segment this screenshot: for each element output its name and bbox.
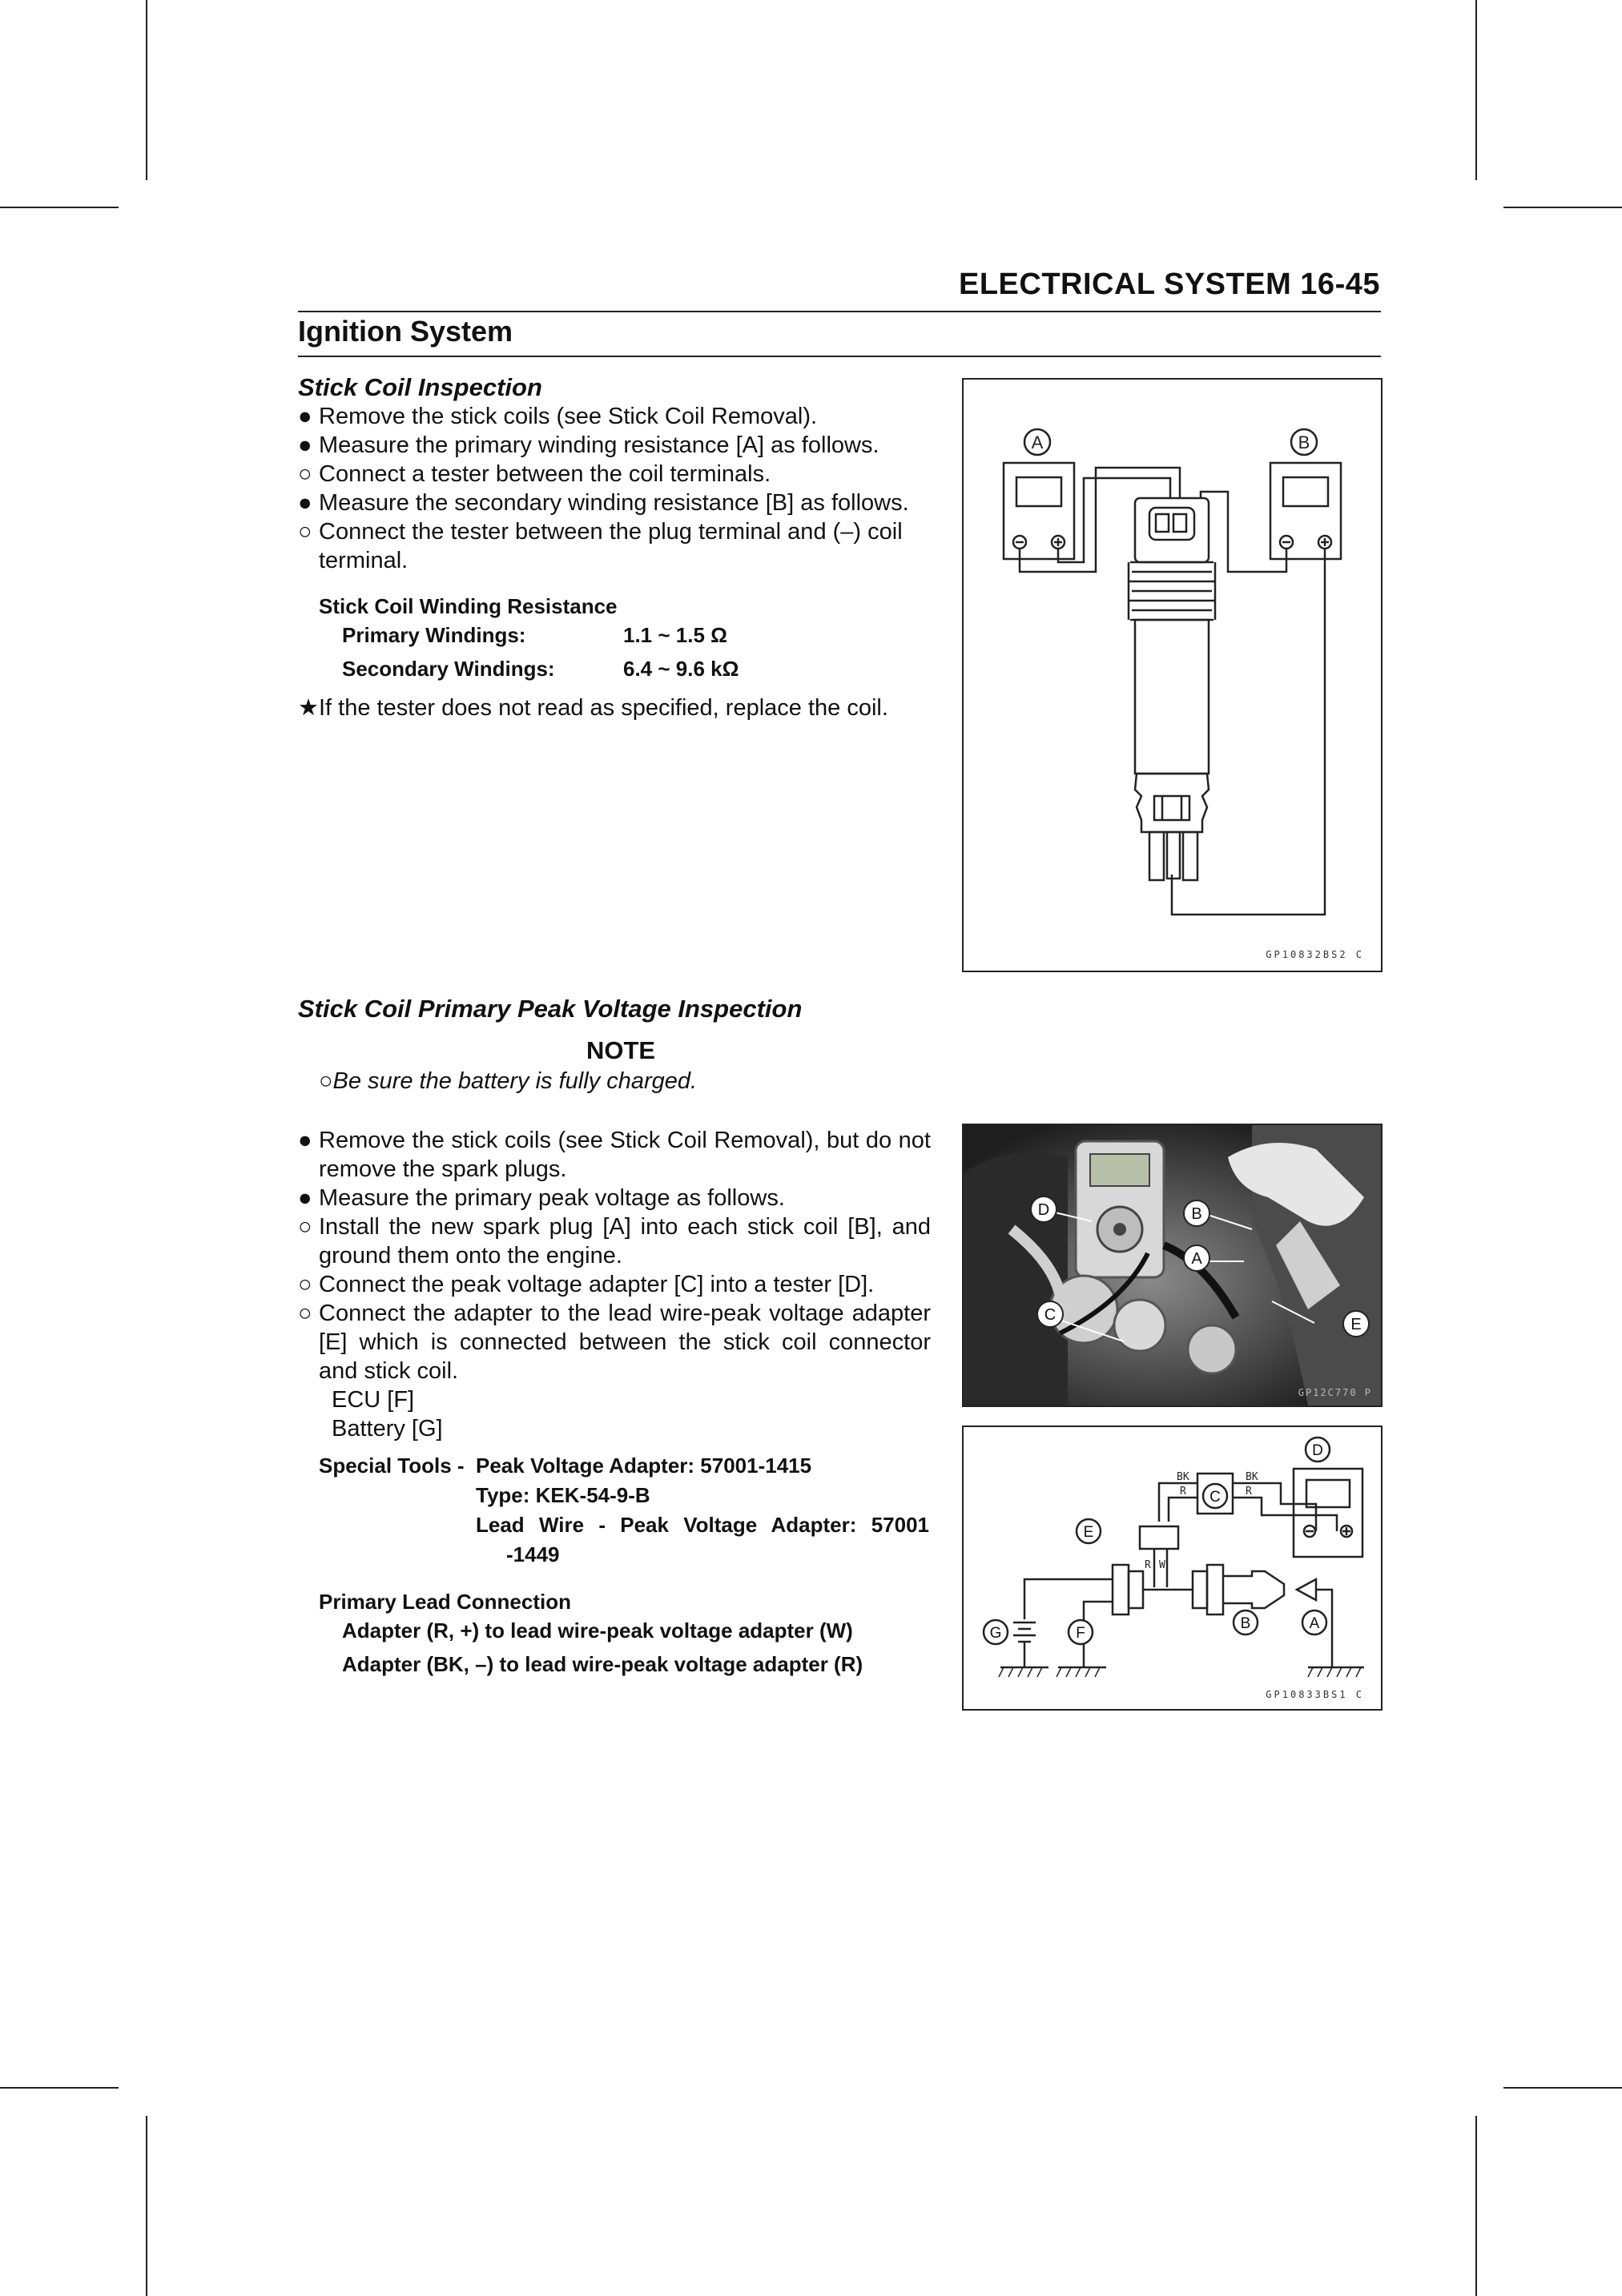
photo-label-a: A xyxy=(1191,1250,1202,1268)
wiring-diagram xyxy=(962,1425,1383,1711)
note-title: NOTE xyxy=(586,1036,656,1064)
inspection-item xyxy=(298,402,931,431)
spec-secondary-label: Secondary Windings: xyxy=(342,657,555,681)
note-marker: ○ xyxy=(319,1068,333,1094)
photo-label-b: B xyxy=(1191,1205,1202,1223)
photo-label-c: C xyxy=(1044,1306,1057,1324)
setup-photo xyxy=(962,1124,1383,1407)
stick-coil-drawing xyxy=(964,380,1381,971)
item-text: Measure the primary peak voltage as follows. xyxy=(319,1185,785,1211)
page-header: ELECTRICAL SYSTEM 16-45 xyxy=(958,267,1380,301)
crop-mark xyxy=(1503,2087,1622,2089)
diagram-label-g: G xyxy=(989,1625,1002,1642)
crop-mark xyxy=(1475,0,1477,180)
crop-mark xyxy=(146,2116,147,2296)
legend-battery: Battery [G] xyxy=(332,1416,443,1442)
legend-ecu: ECU [F] xyxy=(332,1387,415,1413)
note-body: Be sure the battery is fully charged. xyxy=(332,1068,698,1094)
spec-title: Stick Coil Winding Resistance xyxy=(319,594,618,618)
inspection-heading: Stick Coil Inspection xyxy=(298,373,542,401)
tools-line-1: Peak Voltage Adapter: 57001-1415 xyxy=(476,1454,812,1478)
crop-mark xyxy=(0,2087,119,2089)
note-text xyxy=(319,1067,697,1096)
peak-heading: Stick Coil Primary Peak Voltage Inspection xyxy=(298,995,803,1023)
figure-label-b: B xyxy=(1298,432,1310,452)
wiring-diagram-drawing xyxy=(964,1427,1381,1709)
item-text: Remove the stick coils (see Stick Coil Removal), but do not remove the spark plugs. xyxy=(319,1128,931,1182)
section-title: Ignition System xyxy=(298,315,513,348)
wire-label-w: W xyxy=(1159,1559,1165,1571)
item-text: Connect the tester between the plug terminal and (–) coil terminal. xyxy=(319,519,903,573)
bullet-marker: ● xyxy=(298,1128,312,1153)
crop-mark xyxy=(146,0,147,180)
bullet-marker: ○ xyxy=(298,519,312,545)
crop-mark xyxy=(0,207,119,208)
diagram-label-f: F xyxy=(1076,1625,1085,1642)
wire-label-r: R xyxy=(1145,1559,1151,1571)
diagram-label-a: A xyxy=(1309,1615,1320,1632)
bullet-marker: ○ xyxy=(298,1301,312,1326)
diagram-label-d: D xyxy=(1312,1442,1323,1459)
item-text: Measure the primary winding resistance [A] as follows. xyxy=(319,432,879,458)
bullet-marker: ● xyxy=(298,432,312,458)
spec-primary-value: 1.1 ~ 1.5 Ω xyxy=(623,623,727,647)
peak-item xyxy=(298,1270,931,1299)
wire-label-bk: BK xyxy=(1246,1471,1258,1483)
diagram-label-b: B xyxy=(1240,1615,1251,1632)
item-text: Connect a tester between the coil terminals. xyxy=(319,461,771,487)
figure-label-a: A xyxy=(1031,432,1044,452)
peak-item xyxy=(298,1299,931,1385)
connection-line-2: Adapter (BK, –) to lead wire-peak voltage adapter (R) xyxy=(342,1652,863,1676)
spec-secondary-value: 6.4 ~ 9.6 kΩ xyxy=(623,657,739,681)
star-item xyxy=(298,694,931,722)
connection-line-1: Adapter (R, +) to lead wire-peak voltage adapter (W) xyxy=(342,1618,853,1643)
spec-primary-label: Primary Windings: xyxy=(342,623,526,647)
setup-photo-drawing xyxy=(964,1125,1381,1405)
inspection-item xyxy=(298,460,931,489)
section-rule xyxy=(298,356,1381,357)
photo-label-d: D xyxy=(1037,1201,1050,1219)
wire-label-r: R xyxy=(1180,1486,1186,1498)
peak-item xyxy=(298,1212,931,1270)
photo-label-e: E xyxy=(1350,1316,1362,1333)
inspection-item xyxy=(298,489,931,517)
inspection-item xyxy=(298,517,931,575)
bullet-marker: ● xyxy=(298,1185,312,1211)
bullet-marker: ● xyxy=(298,404,312,429)
peak-item xyxy=(298,1184,931,1212)
bullet-marker: ● xyxy=(298,490,312,516)
wire-label-r: R xyxy=(1246,1486,1252,1498)
diagram-label-c: C xyxy=(1209,1489,1221,1506)
diagram-label-e: E xyxy=(1083,1524,1094,1541)
wire-label-bk: BK xyxy=(1177,1471,1189,1483)
tools-line-4: -1449 xyxy=(506,1542,560,1566)
inspection-item xyxy=(298,431,931,460)
peak-item xyxy=(298,1126,931,1184)
crop-mark xyxy=(1475,2116,1477,2296)
item-text: Connect the peak voltage adapter [C] into a tester [D]. xyxy=(319,1272,875,1297)
star-marker: ★ xyxy=(298,695,319,721)
connection-title: Primary Lead Connection xyxy=(319,1590,571,1614)
tools-line-3: Lead Wire - Peak Voltage Adapter: 57001 xyxy=(476,1513,929,1537)
stick-coil-figure xyxy=(962,378,1383,972)
header-rule xyxy=(298,311,1381,312)
item-text: Measure the secondary winding resistance [B] as follows. xyxy=(319,490,909,516)
tools-line-2: Type: KEK-54-9-B xyxy=(476,1483,650,1507)
diagram-caption: GP10833BS1 C xyxy=(1266,1689,1364,1700)
figure-caption: GP10832BS2 C xyxy=(1266,949,1364,960)
tools-label: Special Tools - xyxy=(319,1454,465,1478)
item-text: Install the new spark plug [A] into each stick coil [B], and ground them onto the engine. xyxy=(319,1214,931,1269)
crop-mark xyxy=(1503,207,1622,208)
bullet-marker: ○ xyxy=(298,1272,312,1297)
item-text: If the tester does not read as specified, replace the coil. xyxy=(319,695,888,721)
bullet-marker: ○ xyxy=(298,1214,312,1240)
item-text: Connect the adapter to the lead wire-peak voltage adapter [E] which is connected between the stick coil connector and stick coil. xyxy=(319,1301,931,1384)
bullet-marker: ○ xyxy=(298,461,312,487)
item-text: Remove the stick coils (see Stick Coil Removal). xyxy=(319,404,818,429)
photo-caption: GP12C770 P xyxy=(1298,1387,1372,1398)
